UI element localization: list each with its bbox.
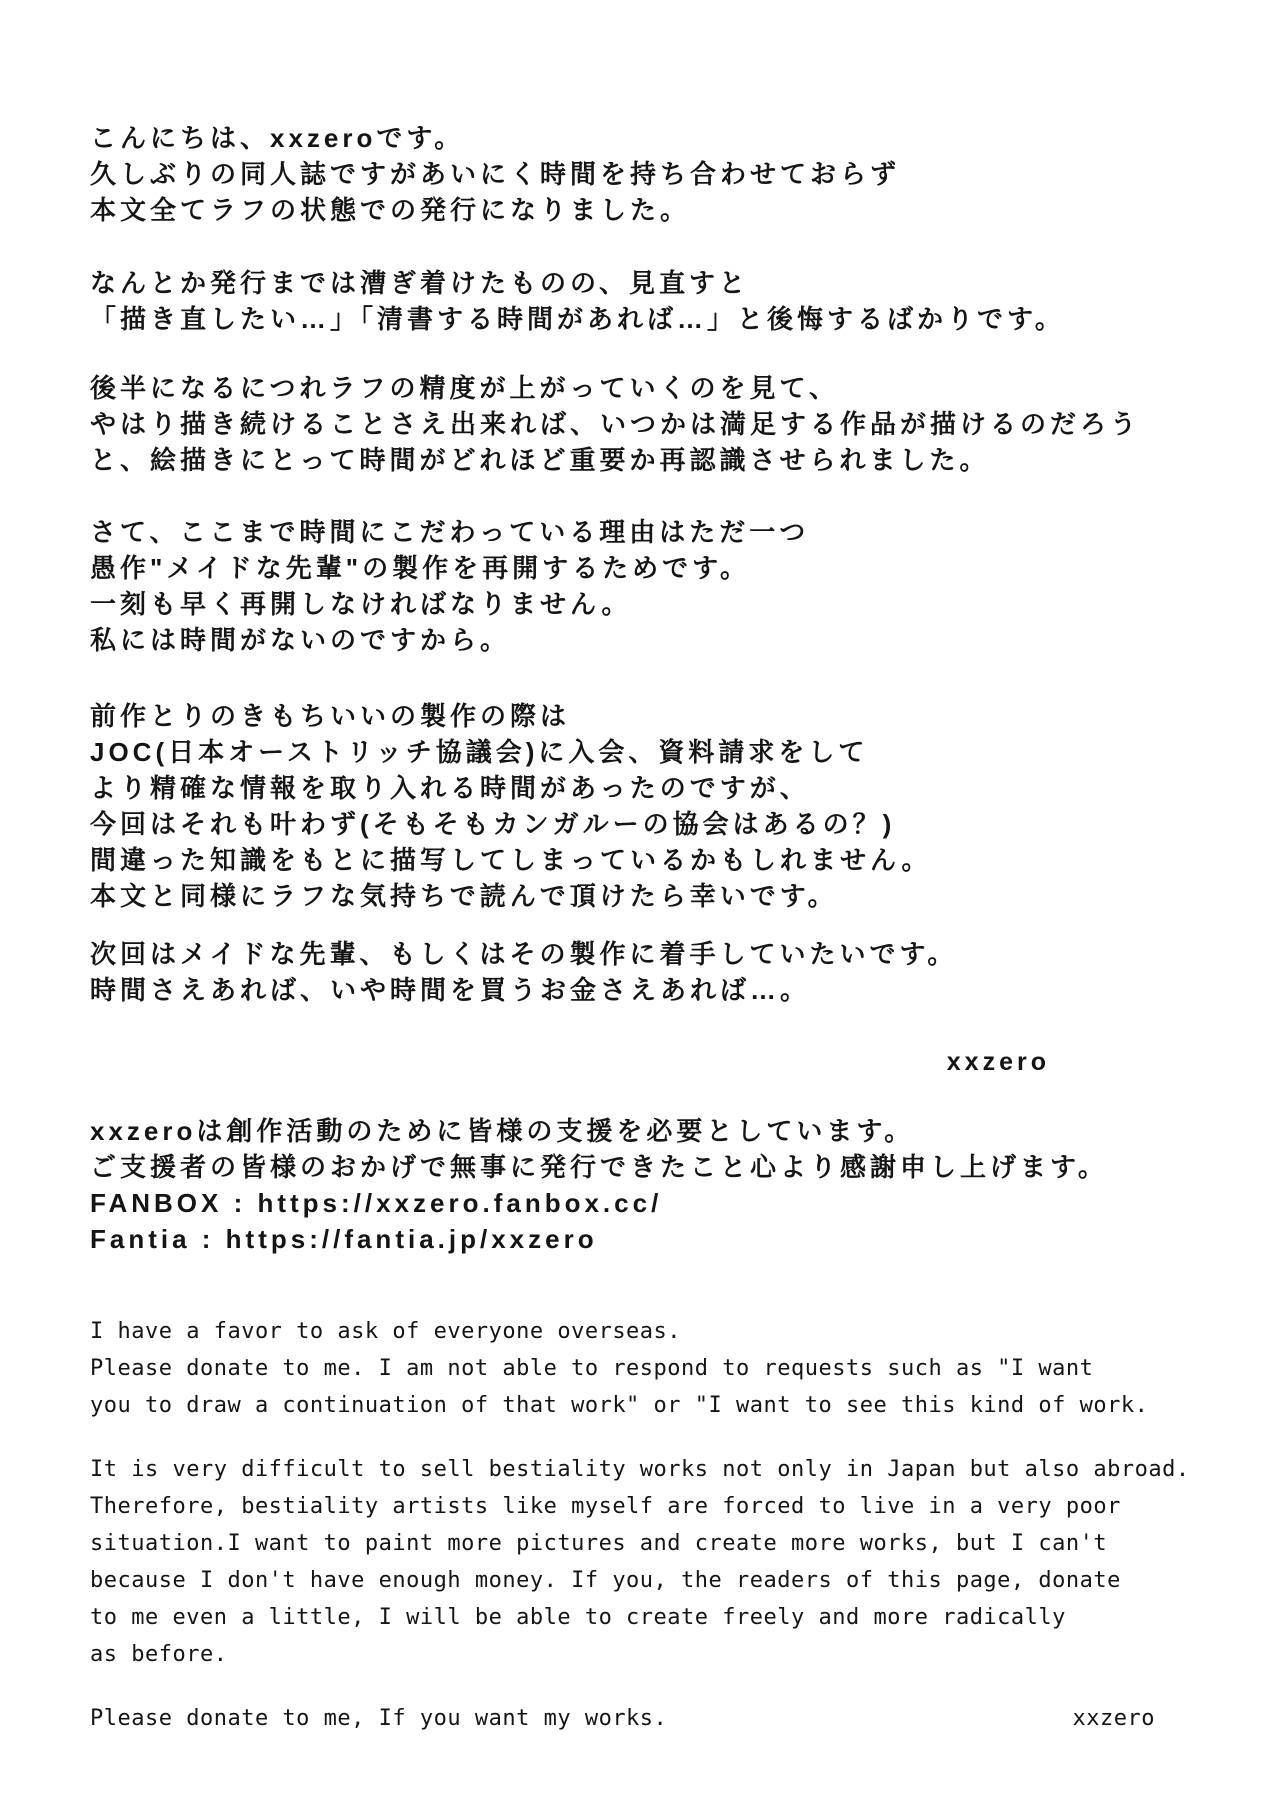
support-section	[90, 1113, 1225, 1257]
text-line: 次回はメイドな先輩、もしくはその製作に着手していたいです。	[90, 939, 958, 969]
text-line: It is very difficult to sell bestiality works not only in Japan but also abroad.	[90, 1457, 1190, 1482]
text-line: situation.I want to paint more pictures and create more works, but I can't	[90, 1531, 1108, 1556]
support-text-line: ご支援者の皆様のおかげで無事に発行できたこと心より感謝申し上げます。	[90, 1152, 1108, 1182]
jp-paragraph-regret	[90, 265, 1225, 337]
jp-paragraph-reason	[90, 514, 1225, 658]
author-signature: xxzero	[946, 1048, 1050, 1076]
text-line: Please donate to me. I am not able to respond to requests such as "I want	[90, 1356, 1094, 1381]
support-text-line: xxzeroは創作活動のために皆様の支援を必要としています。	[90, 1116, 915, 1146]
closing-row	[90, 1700, 1225, 1737]
jp-paragraph-greeting	[90, 120, 1225, 228]
en-message-section	[90, 1313, 1225, 1737]
jp-afterword-section	[90, 0, 1225, 1080]
text-line: より精確な情報を取り入れる時間があったのですが、	[90, 773, 810, 803]
fanbox-url-line: FANBOX : https://xxzero.fanbox.cc/	[90, 1188, 663, 1218]
text-line: JOC(日本オーストリッチ協議会)に入会、資料請求をして	[90, 737, 869, 767]
text-line: 「描き直したい…」「清書する時間があれば…」と後悔するばかりです。	[90, 304, 1065, 334]
text-line: 本文全てラフの状態での発行になりました。	[90, 195, 691, 225]
en-paragraph-favor	[90, 1313, 1225, 1424]
text-line: because I don't have enough money. If you, the readers of this page, donate	[90, 1568, 1121, 1593]
fantia-url-line: Fantia : https://fantia.jp/xxzero	[90, 1224, 598, 1254]
text-line: 後半になるにつれラフの精度が上がっていくのを見て、	[90, 373, 839, 403]
text-line: 久しぶりの同人誌ですがあいにく時間を持ち合わせておらず	[90, 159, 901, 189]
text-line: なんとか発行までは漕ぎ着けたものの、見直すと	[90, 268, 749, 298]
closing-signature: xxzero	[1072, 1706, 1155, 1731]
jp-paragraph-research	[90, 698, 1225, 914]
text-line: やはり描き続けることさえ出来れば、いつかは満足する作品が描けるのだろう	[90, 409, 1141, 439]
text-line: 一刻も早く再開しなければなりません。	[90, 589, 632, 619]
text-line: と、絵描きにとって時間がどれほど重要か再認識させられました。	[90, 445, 990, 475]
text-line: I have a favor to ask of everyone overseas.	[90, 1319, 682, 1344]
text-line: you to draw a continuation of that work" or "I want to see this kind of work.	[90, 1393, 1149, 1418]
text-line: 前作とりのきもちいいの製作の際は	[90, 701, 571, 731]
jp-paragraph-time	[90, 370, 1225, 478]
en-paragraph-situation	[90, 1451, 1225, 1673]
text-line: こんにちは、xxzeroです。	[90, 123, 465, 153]
text-line: 間違った知識をもとに描写してしまっているかもしれません。	[90, 845, 932, 875]
jp-paragraph-next-work	[90, 936, 1225, 1008]
text-line: as before.	[90, 1642, 228, 1667]
text-line: to me even a little, I will be able to create freely and more radically	[90, 1605, 1066, 1630]
text-line: 愚作"メイドな先輩"の製作を再開するためです。	[90, 553, 751, 583]
text-line: さて、ここまで時間にこだわっている理由はただ一つ	[90, 517, 810, 547]
text-line: 私には時間がないのですから。	[90, 625, 511, 655]
text-line: 今回はそれも叶わず(そもそもカンガルーの協会はあるの？)	[90, 809, 896, 839]
text-line: 本文と同様にラフな気持ちで読んで頂けたら幸いです。	[90, 881, 838, 911]
text-line: Therefore, bestiality artists like myself are forced to live in a very poor	[90, 1494, 1121, 1519]
closing-line: Please donate to me, If you want my works.	[90, 1706, 668, 1731]
text-line: 時間さえあれば、いや時間を買うお金さえあれば…。	[90, 975, 811, 1005]
